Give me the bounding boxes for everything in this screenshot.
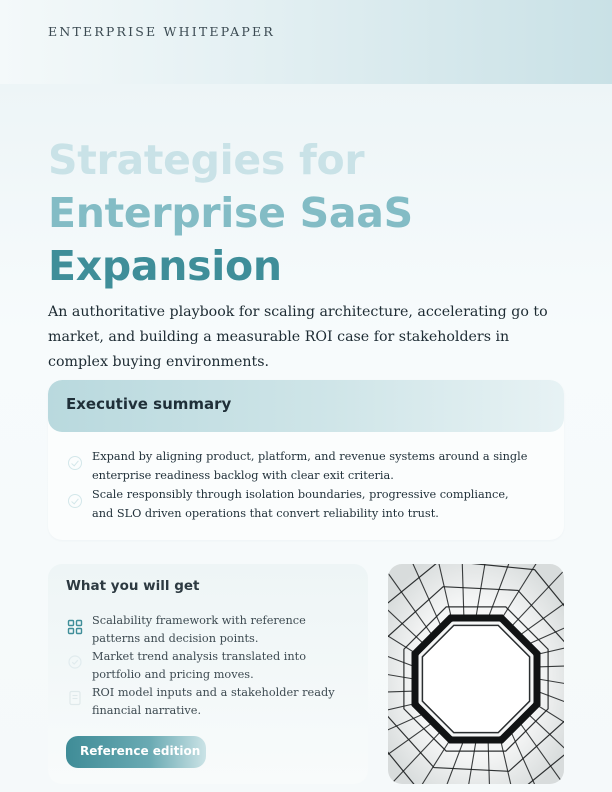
what-you-get-card [48, 564, 368, 784]
summary-item: Expand by aligning product, platform, and revenue systems around a single enterprise readiness backlog with clear exit criteria. [92, 450, 528, 482]
page-title [48, 134, 568, 293]
title-line-2: Enterprise SaaS [48, 189, 413, 237]
eyebrow-label: ENTERPRISE WHITEPAPER [48, 24, 275, 39]
check-circle-icon [68, 456, 82, 470]
title-line-1: Strategies for [48, 136, 365, 184]
dome-illustration [388, 564, 564, 784]
benefit-item: Market trend analysis translated into portfolio and pricing moves. [92, 650, 307, 681]
reference-edition-badge [66, 736, 206, 768]
grid-icon [67, 619, 83, 635]
architectural-dome-photo [388, 564, 564, 784]
reference-edition-label: Reference edition [80, 744, 201, 758]
executive-summary-card [48, 380, 564, 540]
summary-item: Scale responsibly through isolation boundaries, progressive compliance, and SLO driven operations that convert reliability into trust. [92, 488, 509, 520]
title-line-3: Expansion [48, 242, 282, 290]
lede-paragraph: An authoritative playbook for scaling architecture, accelerating go to market, and building a measurable ROI case for stakeholders in complex buying environments. [48, 304, 548, 370]
benefit-item: Scalability framework with reference patterns and decision points. [92, 614, 306, 645]
document-icon [67, 690, 83, 706]
check-circle-icon [67, 654, 83, 670]
executive-summary-heading: Executive summary [66, 395, 232, 413]
header-band [0, 0, 612, 84]
benefit-item: ROI model inputs and a stakeholder ready financial narrative. [92, 686, 335, 717]
check-circle-icon [68, 494, 82, 508]
what-you-get-heading: What you will get [66, 578, 200, 594]
